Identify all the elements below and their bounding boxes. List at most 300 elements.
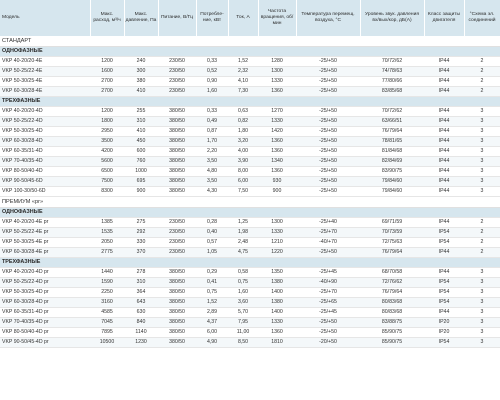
cell-current: 0,75 xyxy=(228,278,258,288)
cell-power-supply: 230/50 xyxy=(158,67,196,77)
cell-current: 8,50 xyxy=(228,338,258,348)
cell-consumption: 2,20 xyxy=(196,147,228,157)
cell-wiring-scheme: 2 xyxy=(464,238,500,248)
cell-max-flow: 1600 xyxy=(90,67,124,77)
cell-max-flow: 3500 xyxy=(90,137,124,147)
cell-sound-level: 68/70/58 xyxy=(360,268,424,278)
cell-model: VKP 90-50/45-6D xyxy=(0,177,90,187)
cell-model: VKP 50-25/22-4D pr xyxy=(0,278,90,288)
table-row xyxy=(0,338,500,348)
cell-power-supply: 230/50 xyxy=(158,57,196,67)
cell-consumption: 0,40 xyxy=(196,228,228,238)
cell-max-flow: 7045 xyxy=(90,318,124,328)
cell-model: VKP 60-30/28-4D pr xyxy=(0,298,90,308)
cell-air-temperature: -25/+50 xyxy=(296,57,360,67)
cell-model: VKP 50-25/22-4E pr xyxy=(0,228,90,238)
cell-max-flow: 2050 xyxy=(90,238,124,248)
cell-wiring-scheme: 2 xyxy=(464,228,500,238)
cell-protection-class: IP44 xyxy=(424,167,464,177)
cell-model: VKP 90-50/45-4D pr xyxy=(0,338,90,348)
cell-power-supply: 380/50 xyxy=(158,127,196,137)
cell-power-supply: 230/50 xyxy=(158,228,196,238)
cell-sound-level: 69/71/59 xyxy=(360,218,424,228)
cell-air-temperature: -25/+50 xyxy=(296,157,360,167)
cell-protection-class: IP44 xyxy=(424,308,464,318)
table-row xyxy=(0,218,500,228)
cell-max-flow: 4200 xyxy=(90,147,124,157)
cell-air-temperature: -25/+50 xyxy=(296,328,360,338)
cell-wiring-scheme: 3 xyxy=(464,288,500,298)
cell-max-pressure: 310 xyxy=(124,278,158,288)
cell-current: 7,95 xyxy=(228,318,258,328)
cell-sound-level: 85/90/75 xyxy=(360,338,424,348)
cell-protection-class: IP54 xyxy=(424,298,464,308)
group-row xyxy=(0,258,500,268)
cell-power-supply: 380/50 xyxy=(158,147,196,157)
cell-wiring-scheme: 3 xyxy=(464,298,500,308)
cell-rotation-speed: 1330 xyxy=(258,77,296,87)
cell-protection-class: IP44 xyxy=(424,137,464,147)
cell-current: 5,70 xyxy=(228,308,258,318)
cell-model: VKP 70-40/35-4D pr xyxy=(0,318,90,328)
cell-current: 1,98 xyxy=(228,228,258,238)
cell-rotation-speed: 1360 xyxy=(258,87,296,97)
table-row xyxy=(0,77,500,87)
cell-wiring-scheme: 2 xyxy=(464,248,500,258)
cell-max-pressure: 630 xyxy=(124,308,158,318)
table-row xyxy=(0,318,500,328)
cell-rotation-speed: 1350 xyxy=(258,268,296,278)
cell-max-flow: 1800 xyxy=(90,117,124,127)
cell-model: VKP 40-20/20-4D pr xyxy=(0,268,90,278)
cell-current: 1,80 xyxy=(228,127,258,137)
cell-wiring-scheme: 2 xyxy=(464,87,500,97)
column-header-protection-class: Класс защиты двигателя xyxy=(424,0,464,36)
cell-max-flow: 5600 xyxy=(90,157,124,167)
cell-protection-class: IP44 xyxy=(424,127,464,137)
cell-consumption: 6,00 xyxy=(196,328,228,338)
cell-power-supply: 380/50 xyxy=(158,107,196,117)
cell-rotation-speed: 1810 xyxy=(258,338,296,348)
table-row xyxy=(0,57,500,67)
cell-max-pressure: 760 xyxy=(124,157,158,167)
cell-protection-class: IP44 xyxy=(424,67,464,77)
column-header-air-temperature: Температура перемещ. воздуха, °С xyxy=(296,0,360,36)
cell-sound-level: 77/80/66 xyxy=(360,77,424,87)
group-row xyxy=(0,97,500,107)
cell-max-pressure: 695 xyxy=(124,177,158,187)
column-header-max-pressure: Макс. давление, Па xyxy=(124,0,158,36)
cell-rotation-speed: 1360 xyxy=(258,137,296,147)
cell-sound-level: 70/73/59 xyxy=(360,228,424,238)
cell-current: 0,82 xyxy=(228,117,258,127)
table-row xyxy=(0,238,500,248)
cell-sound-level: 85/90/75 xyxy=(360,328,424,338)
cell-rotation-speed: 1270 xyxy=(258,107,296,117)
cell-wiring-scheme: 3 xyxy=(464,117,500,127)
cell-wiring-scheme: 3 xyxy=(464,177,500,187)
group-row xyxy=(0,47,500,57)
cell-wiring-scheme: 3 xyxy=(464,187,500,197)
table-row xyxy=(0,328,500,338)
cell-wiring-scheme: 3 xyxy=(464,328,500,338)
cell-air-temperature: -25/+50 xyxy=(296,87,360,97)
cell-model: VKP 50-30/25-4E pr xyxy=(0,238,90,248)
table-row xyxy=(0,127,500,137)
cell-current: 11,00 xyxy=(228,328,258,338)
cell-current: 1,25 xyxy=(228,218,258,228)
cell-rotation-speed: 1380 xyxy=(258,278,296,288)
cell-consumption: 0,33 xyxy=(196,57,228,67)
cell-current: 0,58 xyxy=(228,268,258,278)
cell-rotation-speed: 1330 xyxy=(258,117,296,127)
cell-power-supply: 380/50 xyxy=(158,318,196,328)
cell-max-flow: 2700 xyxy=(90,77,124,87)
cell-air-temperature: -25/+70 xyxy=(296,288,360,298)
cell-air-temperature: -25/+50 xyxy=(296,67,360,77)
table-row xyxy=(0,167,500,177)
cell-max-flow: 6500 xyxy=(90,167,124,177)
cell-current: 1,52 xyxy=(228,57,258,67)
cell-power-supply: 380/50 xyxy=(158,117,196,127)
table-row xyxy=(0,177,500,187)
table-row xyxy=(0,308,500,318)
cell-consumption: 3,50 xyxy=(196,177,228,187)
cell-max-flow: 3160 xyxy=(90,298,124,308)
cell-air-temperature: -25/+50 xyxy=(296,147,360,157)
cell-model: VKP 100-30/50-6D xyxy=(0,187,90,197)
cell-max-pressure: 1000 xyxy=(124,167,158,177)
header-row xyxy=(0,0,500,36)
cell-max-pressure: 840 xyxy=(124,318,158,328)
cell-wiring-scheme: 2 xyxy=(464,67,500,77)
cell-power-supply: 230/50 xyxy=(158,238,196,248)
cell-protection-class: IP44 xyxy=(424,87,464,97)
group-label: ОДНОФАЗНЫЕ xyxy=(0,208,500,218)
cell-wiring-scheme: 3 xyxy=(464,268,500,278)
cell-max-pressure: 1140 xyxy=(124,328,158,338)
column-header-model: Модель xyxy=(0,0,90,36)
cell-current: 8,00 xyxy=(228,167,258,177)
cell-max-flow: 8300 xyxy=(90,187,124,197)
cell-rotation-speed: 1330 xyxy=(258,228,296,238)
cell-protection-class: IP44 xyxy=(424,157,464,167)
cell-wiring-scheme: 3 xyxy=(464,167,500,177)
cell-rotation-speed: 1420 xyxy=(258,127,296,137)
cell-sound-level: 70/72/62 xyxy=(360,57,424,67)
cell-protection-class: IP44 xyxy=(424,268,464,278)
cell-sound-level: 80/83/68 xyxy=(360,298,424,308)
cell-model: VKP 70-40/35-4D xyxy=(0,157,90,167)
cell-current: 0,63 xyxy=(228,107,258,117)
section-label: СТАНДАРТ xyxy=(0,36,500,47)
cell-current: 1,60 xyxy=(228,288,258,298)
cell-protection-class: IP44 xyxy=(424,117,464,127)
cell-air-temperature: -25/+50 xyxy=(296,318,360,328)
table-row xyxy=(0,187,500,197)
cell-wiring-scheme: 3 xyxy=(464,308,500,318)
table-row xyxy=(0,87,500,97)
cell-protection-class: IP44 xyxy=(424,248,464,258)
cell-air-temperature: -25/+50 xyxy=(296,248,360,258)
cell-rotation-speed: 1360 xyxy=(258,147,296,157)
cell-rotation-speed: 930 xyxy=(258,177,296,187)
cell-protection-class: IP54 xyxy=(424,228,464,238)
cell-consumption: 0,49 xyxy=(196,117,228,127)
cell-max-pressure: 643 xyxy=(124,298,158,308)
cell-consumption: 0,87 xyxy=(196,127,228,137)
cell-consumption: 0,41 xyxy=(196,278,228,288)
cell-current: 4,75 xyxy=(228,248,258,258)
cell-model: VKP 80-50/40-4D pr xyxy=(0,328,90,338)
cell-current: 2,48 xyxy=(228,238,258,248)
cell-current: 4,10 xyxy=(228,77,258,87)
cell-max-flow: 1200 xyxy=(90,57,124,67)
cell-sound-level: 79/84/60 xyxy=(360,177,424,187)
cell-max-flow: 2700 xyxy=(90,87,124,97)
cell-rotation-speed: 1400 xyxy=(258,308,296,318)
table-row xyxy=(0,298,500,308)
cell-max-flow: 2950 xyxy=(90,127,124,137)
table-header xyxy=(0,0,500,36)
cell-model: VKP 60-35/31-4D xyxy=(0,147,90,157)
cell-power-supply: 380/50 xyxy=(158,187,196,197)
cell-sound-level: 80/83/68 xyxy=(360,308,424,318)
cell-max-flow: 1590 xyxy=(90,278,124,288)
cell-rotation-speed: 900 xyxy=(258,187,296,197)
cell-rotation-speed: 1360 xyxy=(258,328,296,338)
cell-current: 7,30 xyxy=(228,87,258,97)
table-row xyxy=(0,248,500,258)
table-body xyxy=(0,36,500,348)
cell-max-pressure: 370 xyxy=(124,248,158,258)
cell-max-flow: 1385 xyxy=(90,218,124,228)
cell-protection-class: IP54 xyxy=(424,238,464,248)
column-header-consumption: Потребле-ние, кВт xyxy=(196,0,228,36)
cell-max-pressure: 292 xyxy=(124,228,158,238)
section-row xyxy=(0,36,500,47)
cell-max-flow: 1535 xyxy=(90,228,124,238)
cell-consumption: 1,05 xyxy=(196,248,228,258)
cell-air-temperature: -40/+90 xyxy=(296,278,360,288)
cell-rotation-speed: 1330 xyxy=(258,318,296,328)
cell-rotation-speed: 1360 xyxy=(258,167,296,177)
table-row xyxy=(0,278,500,288)
cell-current: 3,60 xyxy=(228,298,258,308)
cell-wiring-scheme: 3 xyxy=(464,318,500,328)
cell-max-flow: 1440 xyxy=(90,268,124,278)
cell-rotation-speed: 1220 xyxy=(258,248,296,258)
section-label: ПРЕМИУМ «pr» xyxy=(0,197,500,208)
cell-max-flow: 4585 xyxy=(90,308,124,318)
cell-wiring-scheme: 3 xyxy=(464,338,500,348)
cell-sound-level: 79/84/60 xyxy=(360,187,424,197)
cell-protection-class: IP20 xyxy=(424,318,464,328)
cell-sound-level: 78/81/65 xyxy=(360,137,424,147)
table-row xyxy=(0,288,500,298)
cell-protection-class: IP44 xyxy=(424,57,464,67)
cell-consumption: 0,29 xyxy=(196,268,228,278)
cell-sound-level: 72/75/63 xyxy=(360,238,424,248)
cell-current: 3,20 xyxy=(228,137,258,147)
cell-consumption: 4,37 xyxy=(196,318,228,328)
cell-max-flow: 2775 xyxy=(90,248,124,258)
cell-protection-class: IP54 xyxy=(424,278,464,288)
cell-max-pressure: 1230 xyxy=(124,338,158,348)
cell-model: VKP 40-20/20-4E pr xyxy=(0,218,90,228)
cell-max-pressure: 450 xyxy=(124,137,158,147)
cell-model: VKP 60-30/28-4E pr xyxy=(0,248,90,258)
cell-rotation-speed: 1400 xyxy=(258,288,296,298)
cell-rotation-speed: 1300 xyxy=(258,218,296,228)
cell-consumption: 4,80 xyxy=(196,167,228,177)
cell-max-pressure: 380 xyxy=(124,77,158,87)
cell-air-temperature: -25/+50 xyxy=(296,117,360,127)
cell-wiring-scheme: 2 xyxy=(464,57,500,67)
cell-power-supply: 230/50 xyxy=(158,248,196,258)
cell-consumption: 0,52 xyxy=(196,67,228,77)
cell-current: 6,00 xyxy=(228,177,258,187)
cell-model: VKP 40-20/20-4E xyxy=(0,57,90,67)
cell-current: 3,90 xyxy=(228,157,258,167)
cell-air-temperature: -25/+50 xyxy=(296,187,360,197)
cell-wiring-scheme: 3 xyxy=(464,157,500,167)
cell-sound-level: 82/84/69 xyxy=(360,157,424,167)
cell-air-temperature: -25/+50 xyxy=(296,167,360,177)
cell-power-supply: 380/50 xyxy=(158,137,196,147)
cell-rotation-speed: 1300 xyxy=(258,67,296,77)
table-row xyxy=(0,137,500,147)
table-row xyxy=(0,117,500,127)
cell-air-temperature: -25/+45 xyxy=(296,308,360,318)
cell-air-temperature: -25/+50 xyxy=(296,107,360,117)
cell-max-pressure: 310 xyxy=(124,117,158,127)
cell-wiring-scheme: 2 xyxy=(464,77,500,87)
table-row xyxy=(0,147,500,157)
cell-rotation-speed: 1340 xyxy=(258,157,296,167)
cell-wiring-scheme: 2 xyxy=(464,218,500,228)
cell-protection-class: IP44 xyxy=(424,147,464,157)
cell-power-supply: 380/50 xyxy=(158,298,196,308)
cell-wiring-scheme: 3 xyxy=(464,137,500,147)
column-header-max-flow: Макс. расход, м³/ч xyxy=(90,0,124,36)
cell-power-supply: 380/50 xyxy=(158,268,196,278)
cell-air-temperature: -25/+50 xyxy=(296,127,360,137)
cell-power-supply: 380/50 xyxy=(158,167,196,177)
cell-sound-level: 83/90/75 xyxy=(360,167,424,177)
cell-model: VKP 60-30/28-4E xyxy=(0,87,90,97)
cell-sound-level: 72/76/62 xyxy=(360,278,424,288)
cell-air-temperature: -25/+40 xyxy=(296,218,360,228)
cell-protection-class: IP20 xyxy=(424,328,464,338)
cell-protection-class: IP54 xyxy=(424,288,464,298)
cell-protection-class: IP44 xyxy=(424,77,464,87)
table-row xyxy=(0,228,500,238)
cell-max-pressure: 240 xyxy=(124,57,158,67)
column-header-current: Ток, А xyxy=(228,0,258,36)
cell-protection-class: IP44 xyxy=(424,218,464,228)
cell-power-supply: 380/50 xyxy=(158,338,196,348)
cell-consumption: 4,30 xyxy=(196,187,228,197)
cell-power-supply: 230/50 xyxy=(158,77,196,87)
cell-consumption: 1,52 xyxy=(196,298,228,308)
group-row xyxy=(0,208,500,218)
cell-sound-level: 70/72/62 xyxy=(360,107,424,117)
cell-current: 4,00 xyxy=(228,147,258,157)
group-label: ОДНОФАЗНЫЕ xyxy=(0,47,500,57)
cell-sound-level: 83/85/68 xyxy=(360,87,424,97)
cell-wiring-scheme: 3 xyxy=(464,278,500,288)
cell-rotation-speed: 1380 xyxy=(258,298,296,308)
group-label: ТРЕХФАЗНЫЕ xyxy=(0,258,500,268)
cell-model: VKP 80-50/40-4D xyxy=(0,167,90,177)
cell-wiring-scheme: 3 xyxy=(464,147,500,157)
group-label: ТРЕХФАЗНЫЕ xyxy=(0,97,500,107)
cell-sound-level: 74/78/63 xyxy=(360,67,424,77)
cell-air-temperature: -40/+70 xyxy=(296,238,360,248)
cell-model: VKP 40-20/20-4D xyxy=(0,107,90,117)
cell-sound-level: 81/84/68 xyxy=(360,147,424,157)
cell-consumption: 1,60 xyxy=(196,87,228,97)
cell-max-pressure: 330 xyxy=(124,238,158,248)
cell-max-flow: 7895 xyxy=(90,328,124,338)
column-header-sound-level: Уровень звук. давления вх/вых/кор, дБ(А) xyxy=(360,0,424,36)
cell-model: VKP 50-30/25-4D xyxy=(0,127,90,137)
cell-max-flow: 7500 xyxy=(90,177,124,187)
cell-protection-class: IP44 xyxy=(424,177,464,187)
cell-air-temperature: -25/+50 xyxy=(296,137,360,147)
cell-rotation-speed: 1280 xyxy=(258,57,296,67)
cell-protection-class: IP44 xyxy=(424,107,464,117)
cell-power-supply: 380/50 xyxy=(158,278,196,288)
column-header-rotation-speed: Частота вращения, об/мин xyxy=(258,0,296,36)
section-row xyxy=(0,197,500,208)
column-header-wiring-scheme: °Схема эл. соединений xyxy=(464,0,500,36)
cell-max-pressure: 275 xyxy=(124,218,158,228)
table-row xyxy=(0,268,500,278)
cell-consumption: 0,28 xyxy=(196,218,228,228)
cell-model: VKP 60-30/28-4D xyxy=(0,137,90,147)
cell-max-pressure: 364 xyxy=(124,288,158,298)
cell-protection-class: IP44 xyxy=(424,187,464,197)
cell-consumption: 2,89 xyxy=(196,308,228,318)
cell-consumption: 0,90 xyxy=(196,77,228,87)
table-row xyxy=(0,157,500,167)
cell-max-pressure: 278 xyxy=(124,268,158,278)
cell-power-supply: 380/50 xyxy=(158,308,196,318)
cell-model: VKP 60-35/31-4D pr xyxy=(0,308,90,318)
cell-max-pressure: 255 xyxy=(124,107,158,117)
cell-consumption: 4,90 xyxy=(196,338,228,348)
cell-current: 7,50 xyxy=(228,187,258,197)
cell-sound-level: 76/79/64 xyxy=(360,127,424,137)
cell-air-temperature: -25/+70 xyxy=(296,228,360,238)
cell-max-flow: 2250 xyxy=(90,288,124,298)
cell-air-temperature: -20/+50 xyxy=(296,338,360,348)
cell-max-pressure: 300 xyxy=(124,67,158,77)
cell-power-supply: 380/50 xyxy=(158,177,196,187)
cell-consumption: 1,70 xyxy=(196,137,228,147)
cell-model: VKP 50-30/25-4D pr xyxy=(0,288,90,298)
cell-wiring-scheme: 3 xyxy=(464,107,500,117)
cell-power-supply: 380/50 xyxy=(158,328,196,338)
cell-max-pressure: 600 xyxy=(124,147,158,157)
cell-air-temperature: -25/+50 xyxy=(296,177,360,187)
cell-air-temperature: -25/+65 xyxy=(296,298,360,308)
cell-max-pressure: 410 xyxy=(124,127,158,137)
cell-sound-level: 63/66/51 xyxy=(360,117,424,127)
cell-model: VKP 50-25/22-4E xyxy=(0,67,90,77)
